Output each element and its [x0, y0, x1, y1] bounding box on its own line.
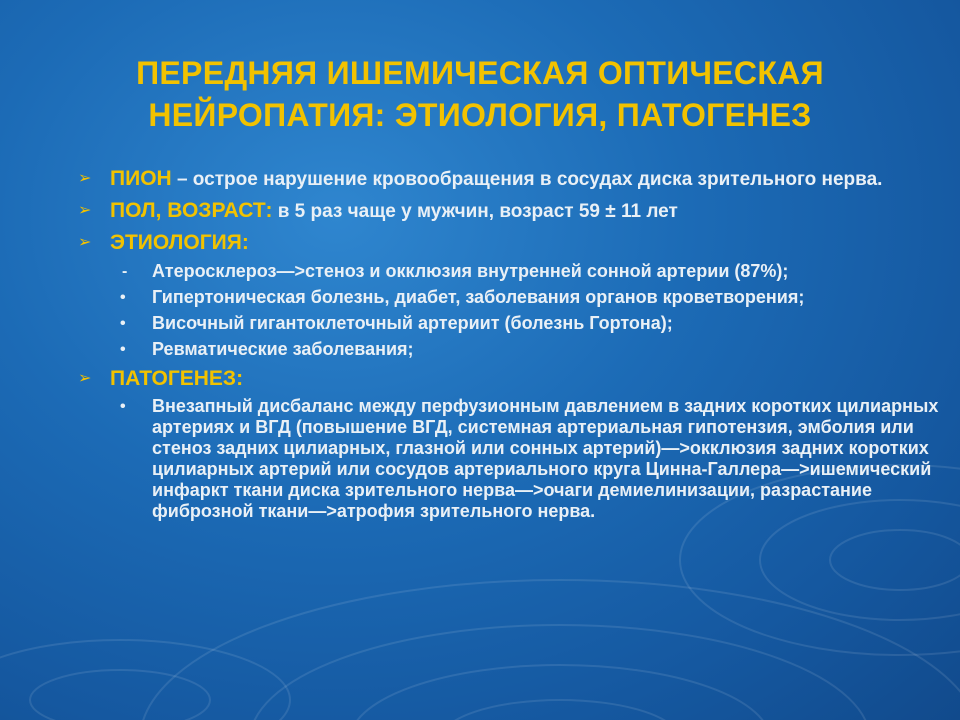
dot-bullet-icon: •	[120, 398, 126, 415]
arrow-bullet-icon: ➢	[78, 170, 92, 187]
pathogenesis-item	[74, 396, 954, 522]
bullet-pathogenesis	[74, 368, 954, 390]
bullet-etiology	[74, 232, 954, 255]
etiology-item	[74, 287, 954, 308]
bullet-pion	[74, 168, 954, 191]
etiology-text: Ревматические заболевания;	[152, 339, 414, 359]
etiology-item	[74, 339, 954, 360]
bullet-heading: ПАТОГЕНЕЗ:	[110, 367, 244, 390]
bullet-heading: ПОЛ, ВОЗРАСТ:	[110, 199, 273, 222]
etiology-text: Атеросклероз—>стеноз и окклюзия внутренней сонной артерии (87%);	[152, 261, 789, 281]
bullet-heading: ЭТИОЛОГИЯ:	[110, 231, 249, 254]
arrow-bullet-icon: ➢	[78, 202, 92, 219]
bullet-sex-age	[74, 200, 954, 223]
arrow-bullet-icon: ➢	[78, 234, 92, 251]
dot-bullet-icon: •	[120, 341, 126, 358]
pathogenesis-text: Внезапный дисбаланс между перфузионным давлением в задних коротких цилиарных артериях и ВГД (повышение ВГД, системная артериальная гипотензия, эмболия или стеноз задних цилиарных, глазной или сонных артерий)—>окклюзия задних коротких цилиарных артерий или сосудов артериального круга Цинна-Галлера—>ишемический инфаркт ткани диска зрительного нерва—>очаги демиелинизации, разрастание фиброзной ткани—>атрофия зрительного нерва.	[152, 396, 939, 521]
dash-bullet-icon: -	[122, 263, 128, 280]
bullet-text: – острое нарушение кровообращения в сосудах диска зрительного нерва.	[171, 169, 883, 190]
etiology-text: Височный гигантоклеточный артериит (болезнь Гортона);	[152, 313, 673, 333]
bullet-text: в 5 раз чаще у мужчин, возраст 59 ± 11 лет	[272, 201, 678, 222]
etiology-text: Гипертоническая болезнь, диабет, заболевания органов кроветворения;	[152, 287, 805, 307]
bullet-heading: ПИОН	[110, 167, 172, 190]
etiology-item	[74, 261, 954, 282]
title-line-1: ПЕРЕДНЯЯ ИШЕМИЧЕСКАЯ ОПТИЧЕСКАЯ	[136, 55, 824, 91]
title-line-2: НЕЙРОПАТИЯ: ЭТИОЛОГИЯ, ПАТОГЕНЕЗ	[148, 97, 812, 133]
dot-bullet-icon: •	[120, 289, 126, 306]
dot-bullet-icon: •	[120, 315, 126, 332]
arrow-bullet-icon: ➢	[78, 370, 92, 387]
etiology-item	[74, 313, 954, 334]
slide-title	[40, 52, 920, 136]
slide-content	[74, 168, 954, 527]
